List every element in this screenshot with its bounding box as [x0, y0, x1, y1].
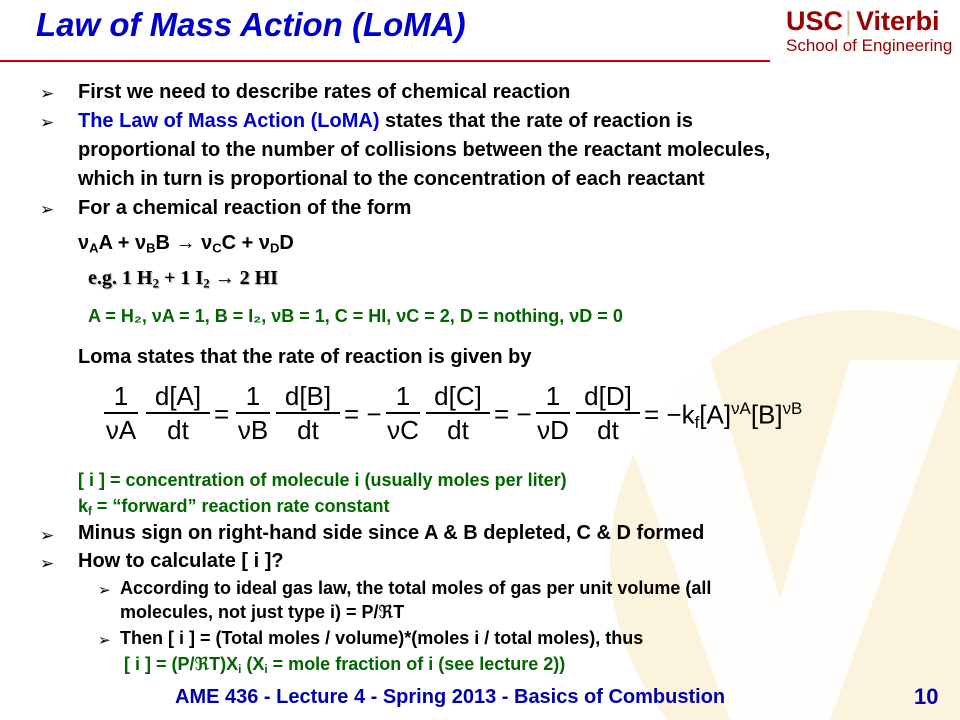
slide-title: Law of Mass Action (LoMA): [36, 6, 466, 43]
example-reaction: e.g. 1 $H_2 + 1$ $I_2 \to 2$ HI: [88, 267, 278, 291]
loma-def-line2: proportional to the number of collisions between the reactant molecules,: [78, 139, 771, 161]
bullet-describe-rates: First we need to describe rates of chemical reaction: [78, 81, 571, 103]
example-parameters: A = H₂, νA = 1, B = I₂, νB = 1, C = HI, νC = 2, D = nothing, νD = 0: [88, 306, 623, 326]
frac-one-over-nu-d: 1 νD: [537, 381, 569, 445]
logo-school-text: School of Engineering: [786, 36, 953, 55]
sub-bullet-ideal-gas: According to ideal gas law, the total moles of gas per unit volume (all: [120, 578, 712, 598]
bullet-minus-sign: Minus sign on right-hand side since A & B depleted, C & D formed: [78, 522, 705, 544]
loma-def-line3: which in turn is proportional to the concentration of each reactant: [78, 168, 705, 190]
equals-sign: =: [214, 399, 230, 429]
bullet-arrow-icon: ➢: [40, 84, 55, 103]
sub-bullet-then: Then [ i ] = (Total moles / volume)*(moles i / total moles), thus: [120, 628, 644, 648]
slide-footer: AME 436 - Lecture 4 - Spring 2013 - Basics of Combustion: [175, 686, 726, 708]
frac-dB-dt: d[B] dt: [276, 382, 340, 444]
bullet-arrow-icon: ➢: [40, 113, 55, 132]
bullet-arrow-icon: ➢: [40, 554, 55, 573]
bullet-reaction-form: For a chemical reaction of the form: [78, 197, 412, 219]
frac-one-over-nu-c: 1 νC: [387, 381, 419, 445]
logo-usc-text: USC: [786, 6, 844, 36]
loma-states-text: Loma states that the rate of reaction is given by: [78, 346, 532, 368]
title-divider: [0, 60, 770, 62]
frac-dD-dt: d[D] dt: [576, 382, 640, 444]
equals-minus: = −: [494, 399, 532, 429]
bullet-how-to-calculate: How to calculate [ i ]?: [78, 550, 284, 572]
general-reaction: $\nu_AA + \nu_BB \to \nu_CC + \nu_DD$: [78, 232, 294, 256]
rate-equation: [96, 382, 816, 452]
kf-definition: $k_f$ = “forward” reaction rate constant: [78, 496, 390, 518]
sub-bullet-arrow-icon: ➢: [98, 582, 111, 599]
bullet-arrow-icon: ➢: [40, 526, 55, 545]
loma-def-rest: states that the rate of reaction is: [379, 110, 693, 132]
concentration-formula: [ i ] = $(P/ℜT)X_i$ ($X_i$ = mole fraction of i (see lecture 2)): [124, 654, 566, 676]
frac-one-over-nu-b: 1 νB: [237, 381, 269, 445]
bullet-loma-definition: [78, 110, 693, 133]
sub-bullet-arrow-icon: ➢: [98, 632, 111, 649]
frac-dA-dt: d[A] dt: [146, 382, 210, 444]
loma-term: The Law of Mass Action (LoMA): [78, 110, 380, 132]
frac-dC-dt: d[C] dt: [426, 382, 490, 444]
usc-v-watermark: [560, 300, 960, 720]
concentration-definition: [ i ] = concentration of molecule i (usually moles per liter): [78, 470, 567, 490]
frac-one-over-nu-a: 1 νA: [105, 381, 137, 445]
bullet-arrow-icon: ➢: [40, 200, 55, 219]
sub-bullet-ideal-gas-line2: molecules, not just type i) = P/ℜT: [120, 602, 405, 622]
page-number: 10: [914, 684, 939, 709]
usc-viterbi-logo: USC| Viterbi School of Engineering: [786, 6, 956, 56]
equals-minus: = −: [344, 399, 382, 429]
rate-rhs: = $-k_f[A]^{\nu A}[B]^{\nu B}$: [644, 399, 803, 432]
logo-viterbi-text: Viterbi: [856, 6, 940, 36]
